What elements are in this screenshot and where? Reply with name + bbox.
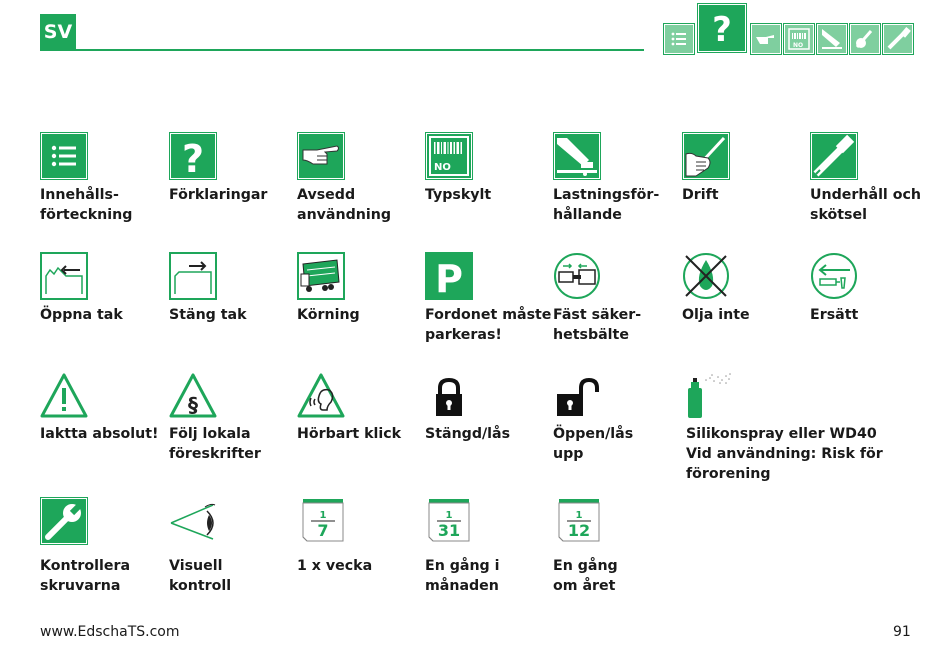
item-label: En gång i månaden: [425, 558, 500, 594]
hand-tool-icon: [682, 132, 730, 180]
calendar-week-icon: [299, 497, 347, 545]
nav-loading-icon[interactable]: [817, 24, 847, 54]
nav-contents-icon[interactable]: [664, 24, 694, 54]
spray-can-icon: [686, 372, 734, 420]
calendar-main-number: 12: [567, 521, 591, 540]
maintenance-icon: [810, 132, 858, 180]
audible-click-icon: [297, 372, 345, 420]
item-label: Silikonspray eller WD40 Vid användning: Risk för förorening: [686, 426, 883, 482]
loading-icon: [553, 132, 601, 180]
nav-operation-icon[interactable]: [850, 24, 880, 54]
eye-icon: [169, 497, 217, 545]
item-label: Iaktta absolut!: [40, 426, 159, 442]
lock-open-icon: [553, 372, 601, 420]
nav-maintenance-icon[interactable]: [883, 24, 913, 54]
item-label: Lastningsför- hållande: [553, 187, 660, 223]
item-label: Visuell kontroll: [169, 558, 232, 594]
item-label: En gång om året: [553, 558, 618, 594]
nav-explanations-icon[interactable]: [698, 4, 746, 52]
footer-url[interactable]: www.EdschaTS.com: [40, 624, 180, 640]
item-label: Ersätt: [810, 307, 859, 323]
svg-text:?: ?: [712, 10, 732, 50]
regulations-icon: [169, 372, 217, 420]
item-label: Typskylt: [425, 187, 492, 203]
item-label: 1 x vecka: [297, 558, 373, 574]
item-label: Öppen/lås upp: [553, 426, 634, 462]
svg-text:NO: NO: [434, 162, 451, 173]
item-label: Drift: [682, 187, 719, 203]
item-label: Kontrollera skruvarna: [40, 558, 131, 594]
page-number: 91: [893, 624, 911, 640]
type-plate-icon: [425, 132, 473, 180]
calendar-main-number: 31: [437, 521, 461, 540]
item-label: Fordonet måste parkeras!: [425, 307, 552, 343]
contents-icon: [40, 132, 88, 180]
svg-text:P: P: [435, 257, 463, 300]
replace-icon: [810, 252, 858, 300]
calendar-month-icon: [425, 497, 473, 545]
open-roof-icon: [40, 252, 88, 300]
calendar-main-number: 7: [317, 521, 329, 540]
item-label: Stäng tak: [169, 307, 247, 323]
pointing-hand-icon: [297, 132, 345, 180]
item-label: Hörbart klick: [297, 426, 402, 442]
no-oil-icon: [682, 252, 730, 300]
svg-text:§: §: [188, 393, 198, 417]
question-mark-icon: [169, 132, 217, 180]
item-label: Avsedd användning: [297, 187, 391, 223]
item-label: Olja inte: [682, 307, 750, 323]
language-tag: SV: [40, 14, 76, 50]
seatbelt-icon: [553, 252, 601, 300]
warning-icon: [40, 372, 88, 420]
item-label: Underhåll och skötsel: [810, 187, 921, 223]
item-label: Öppna tak: [40, 307, 123, 323]
item-label: Innehålls- förteckning: [40, 187, 133, 223]
truck-driving-icon: [297, 252, 345, 300]
item-label: Följ lokala föreskrifter: [169, 426, 261, 462]
nav-intended-use-icon[interactable]: [751, 24, 781, 54]
lock-closed-icon: [425, 372, 473, 420]
calendar-top-number: 1: [575, 510, 583, 521]
item-label: Körning: [297, 307, 360, 323]
header-rule: [40, 49, 644, 51]
calendar-top-number: 1: [319, 510, 327, 521]
item-label: Förklaringar: [169, 187, 268, 203]
parking-icon: [425, 252, 473, 300]
nav-type-plate-icon[interactable]: [784, 24, 814, 54]
calendar-year-icon: [555, 497, 603, 545]
svg-text:NO: NO: [793, 42, 804, 49]
wrench-icon: [40, 497, 88, 545]
svg-text:?: ?: [181, 137, 205, 180]
close-roof-icon: [169, 252, 217, 300]
item-label: Fäst säker- hetsbälte: [553, 307, 642, 343]
item-label: Stängd/lås: [425, 426, 511, 442]
calendar-top-number: 1: [445, 510, 453, 521]
